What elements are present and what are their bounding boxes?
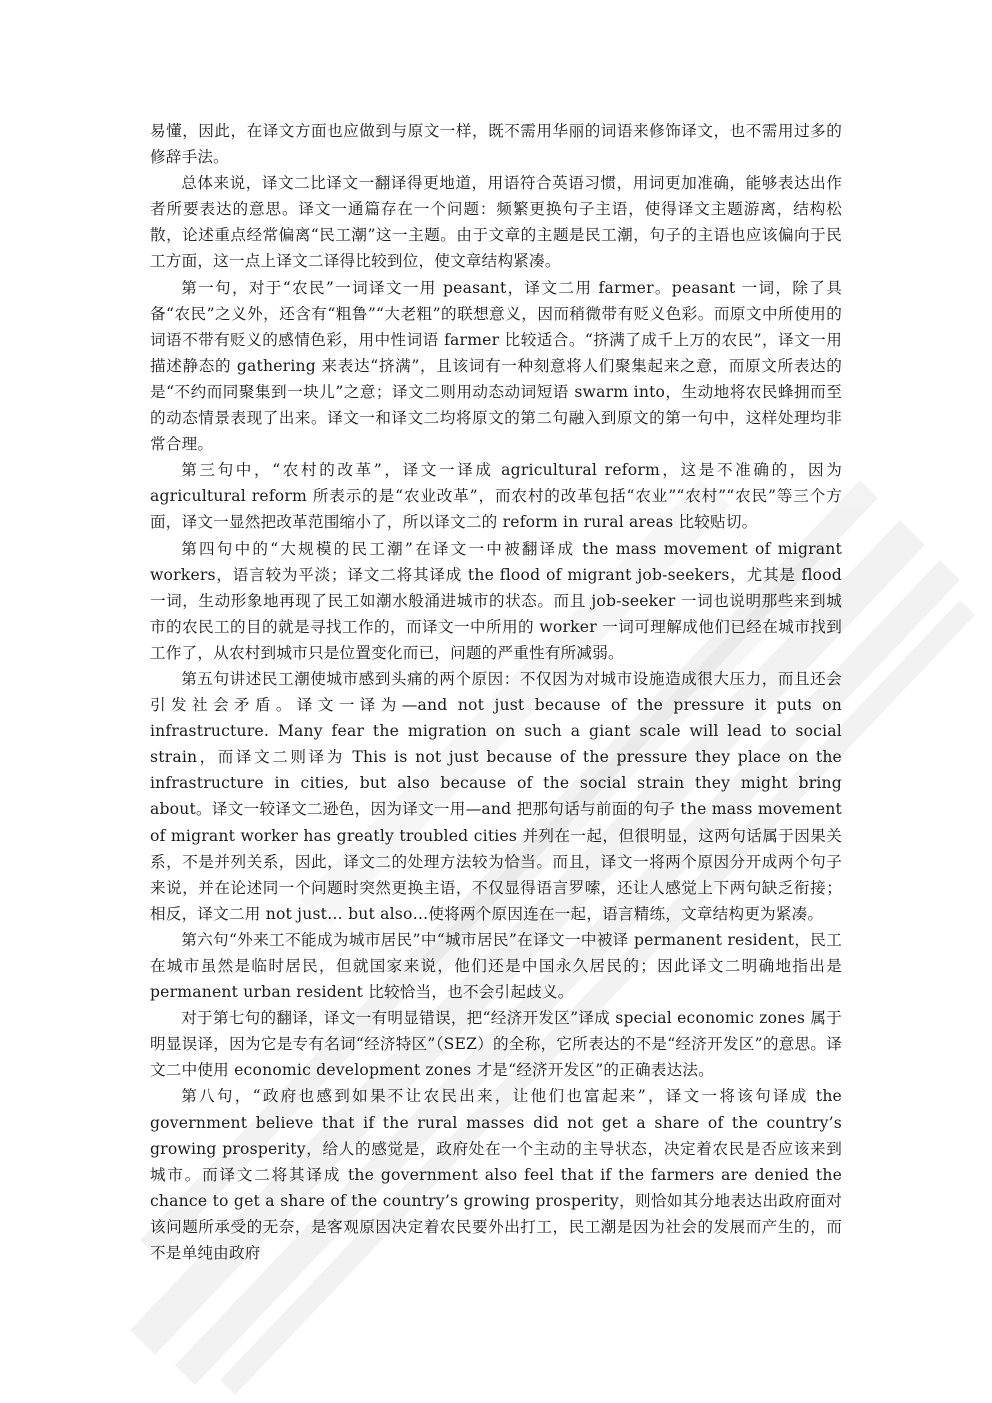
paragraph: 第五句讲述民工潮使城市感到头痛的两个原因：不仅因为对城市设施造成很大压力，而且还会引发社会矛盾。译文一译为—and not just because of the pressure it puts on infrastructure. Many fear the migration on such a giant scale will lead to social strain，而译文二则译为 This is not just because of the pressure they place on the infrastructure in cities, but also because of the social strain they might bring about。译文一较译文二逊色，因为译文一用—and 把那句话与前面的句子 the mass movement of migrant worker has greatly troubled cities 并列在一起，但很明显，这两句话属于因果关系，不是并列关系，因此，译文二的处理方法较为恰当。而且，译文一将两个原因分开成两个句子来说，并在论述同一个问题时突然更换主语，不仅显得语言罗嗦，还让人感觉上下两句缺乏衔接；相反，译文二用 not just… but also…使将两个原因连在一起，语言精练，文章结构更为紧凑。 <box>150 669 842 923</box>
paragraph: 第四句中的“大规模的民工潮”在译文一中被翻译成 the mass movement of migrant workers，语言较为平淡；译文二将其译成 the flood of migrant job-seekers，尤其是 flood 一词，生动形象地再现了民工如潮水般涌进城市的状态。而且 job-seeker 一词也说明那些来到城市的农民工的目的就是寻找工作的，而译文一中所用的 worker 一词可理解成他们已经在城市找到工作了，从农村到城市只是位置变化而已，问题的严重性有所减弱。 <box>150 539 842 662</box>
paragraph: 总体来说，译文二比译文一翻译得更地道，用语符合英语习惯，用词更加准确，能够表达出作者所要表达的意思。译文一通篇存在一个问题：频繁更换句子主语，使得译文主题游离，结构松散，论述重点经常偏离“民工潮”这一主题。由于文章的主题是民工潮，句子的主语也应该偏向于民工方面，这一点上译文二译得比较到位，使文章结构紧凑。 <box>150 174 842 271</box>
paragraph: 第三句中，“农村的改革”，译文一译成 agricultural reform，这是不准确的，因为 agricultural reform 所表示的是“农业改革”，而农村的改革包括“农业”“农村”“农民”等三个方面，译文一显然把改革范围缩小了，所以译文二的 reform in rural areas 比较贴切。 <box>150 461 842 532</box>
paragraph: 第八句，“政府也感到如果不让农民出来，让他们也富起来”，译文一将该句译成 the government believe that if the rural masses did not get a share of the country’s growing prosperity，给人的感觉是，政府处在一个主动的主导状态，决定着农民是否应该来到城市。而译文二将其译成 the government also feel that if the farmers are denied the chance to get a share of the country’s growing prosperity，则恰如其分地表达出政府面对该问题所承受的无奈，是客观原因决定着农民要外出打工，民工潮是因为社会的发展而产生的，而不是单纯由政府 <box>150 1087 842 1263</box>
paragraph: 第六句“外来工不能成为城市居民”中“城市居民”在译文一中被译 permanent resident，民工在城市虽然是临时居民，但就国家来说，他们还是中国永久居民的；因此译文二明确地指出是 permanent urban resident 比较恰当，也不会引起歧义。 <box>150 930 842 1002</box>
paragraph: 第一句，对于“农民”一词译文一用 peasant，译文二用 farmer。peasant 一词，除了具备“农民”之义外，还含有“粗鲁”“大老粗”的联想意义，因而稍微带有贬义色彩。而原文中所使用的词语不带有贬义的感情色彩，用中性词语 farmer 比较适合。“挤满了成千上万的农民”，译文一用描述静态的 gathering 来表达“挤满”，且该词有一种刻意将人们聚集起来之意，而原文所表达的是“不约而同聚集到一块儿”之意；译文二则用动态动词短语 swarm into，生动地将农民蜂拥而至的动态情景表现了出来。译文一和译文二均将原文的第二句融入到原文的第一句中，这样处理均非常合理。 <box>150 278 842 454</box>
paragraph: 对于第七句的翻译，译文一有明显错误，把“经济开发区”译成 special economic zones 属于明显误译，因为它是专有名词“经济特区”（SEZ）的全称，它所表达的不是“经济开发区”的意思。译文二中使用 economic development zones 才是“经济开发区”的正确表达法。 <box>150 1009 842 1080</box>
paragraph: 易懂，因此，在译文方面也应做到与原文一样，既不需用华丽的词语来修饰译文，也不需用过多的修辞手法。 <box>150 122 842 167</box>
document-body <box>150 118 842 1266</box>
